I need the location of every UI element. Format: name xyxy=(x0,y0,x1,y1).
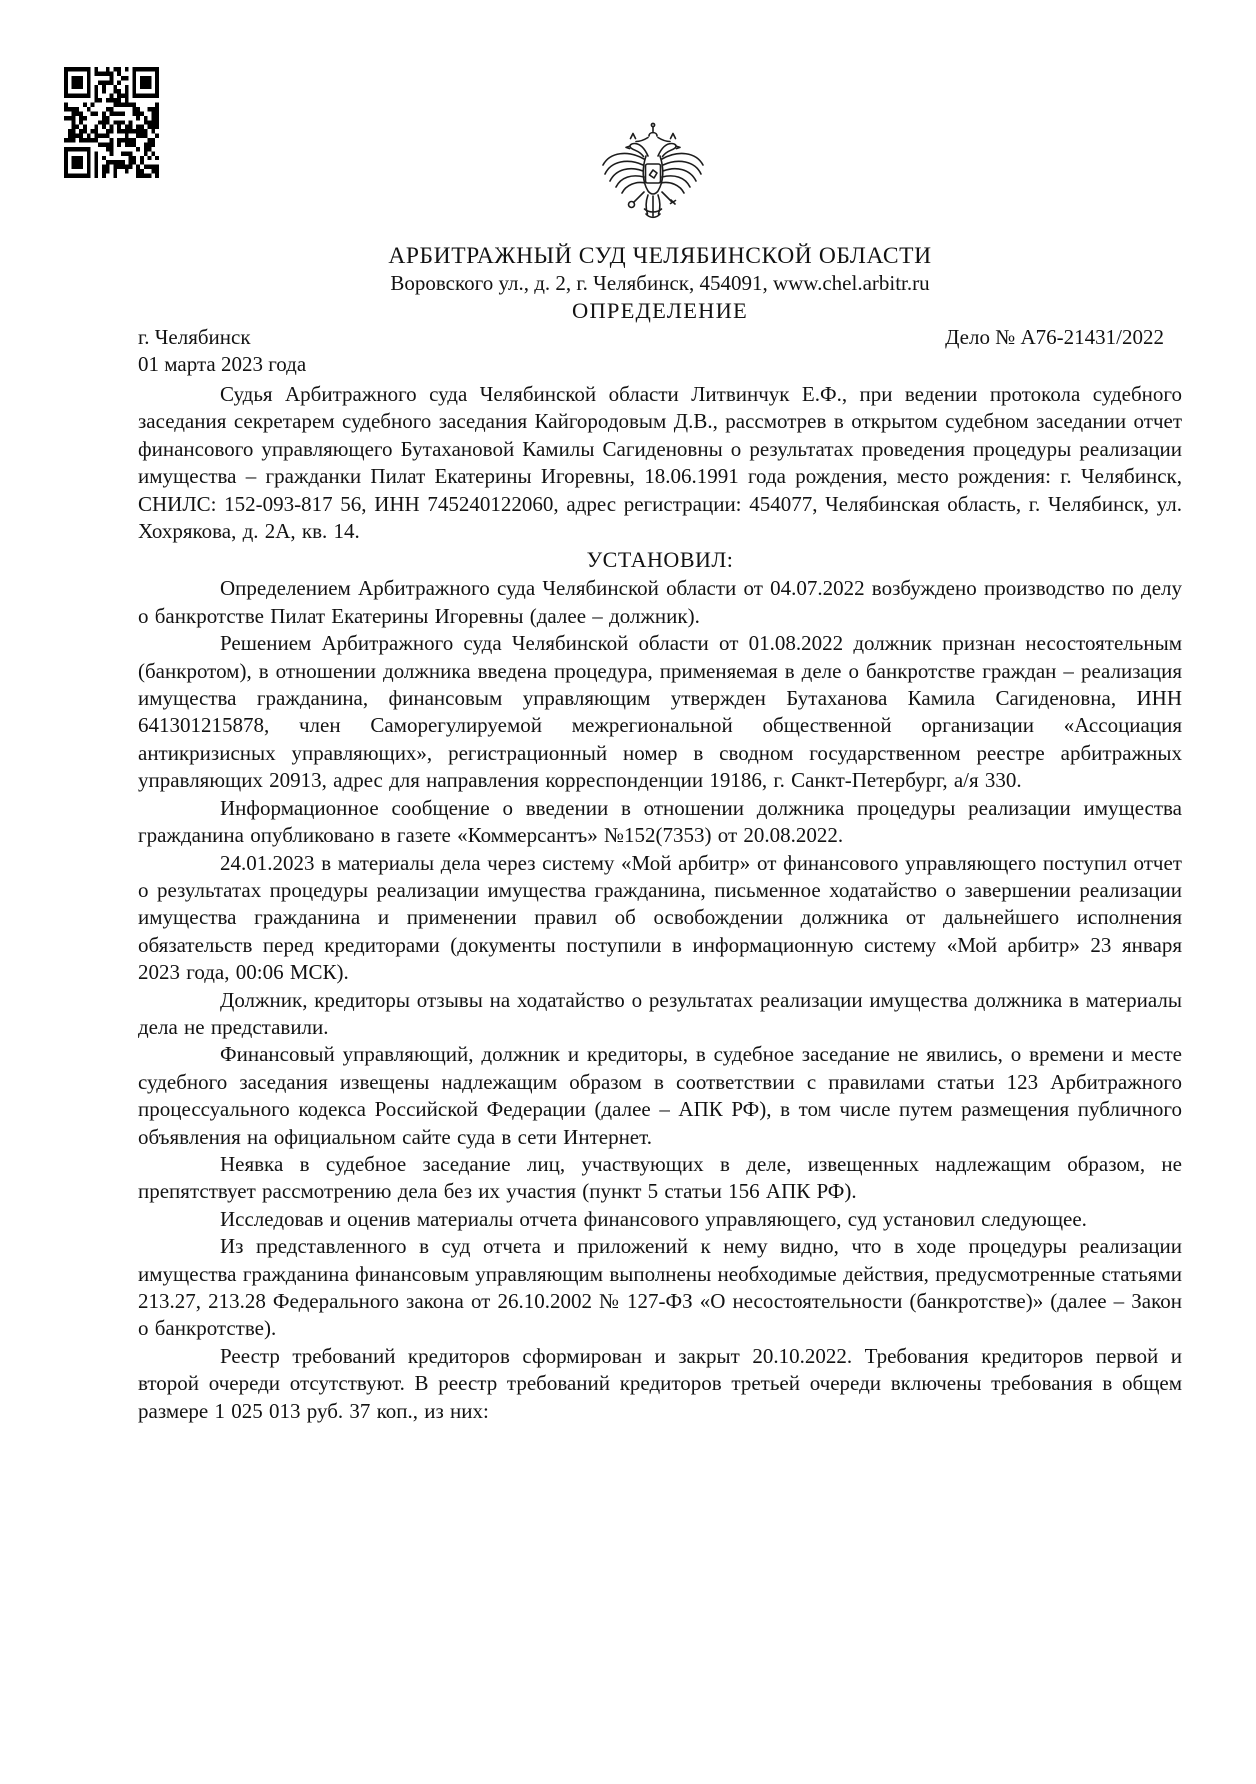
court-city: г. Челябинск xyxy=(138,325,251,349)
body-paragraph: Определением Арбитражного суда Челябинской области от 04.07.2022 возбуждено производство по делу о банкротстве Пилат Екатерины Игоревны (далее – должник). xyxy=(138,576,1182,628)
case-meta-row xyxy=(138,324,1182,351)
document-date: 01 марта 2023 года xyxy=(138,352,307,376)
body-paragraph: Должник, кредиторы отзывы на ходатайство о результатах реализации имущества должника в материалы дела не представили. xyxy=(138,987,1182,1039)
body-paragraph: Реестр требований кредиторов сформирован и закрыт 20.10.2022. Требования кредиторов первой и второй очереди отсутствуют. В реестр требований кредиторов третьей очереди включены требования в общем размере 1 025 013 руб. 37 коп., из них: xyxy=(138,1343,1182,1423)
court-address: Воровского ул., д. 2, г. Челябинск, 454091, www.chel.arbitr.ru xyxy=(390,271,930,295)
body-paragraph: Неявка в судебное заседание лиц, участвующих в деле, извещенных надлежащим образом, не препятствует рассмотрению дела без их участия (пункт 5 статьи 156 АПК РФ). xyxy=(138,1151,1182,1204)
court-name: АРБИТРАЖНЫЙ СУД ЧЕЛЯБИНСКОЙ ОБЛАСТИ xyxy=(388,243,932,269)
body-paragraph: Исследовав и оценив материалы отчета финансового управляющего, суд установил следующее. xyxy=(220,1206,1087,1231)
preamble-paragraph: Судья Арбитражного суда Челябинской области Литвинчук Е.Ф., при ведении протокола судебного заседания секретарем судебного заседания Кайгородовым Д.В., рассмотрев в открытом судебном заседании отчет финансового управляющего Бутахановой Камилы Сагиденовны о результатах проведения процедуры реализации имущества – гражданки Пилат Екатерины Игоревны, 18.06.1991 года рождения, место рождения: г. Челябинск, СНИЛС: 152-093-817 56, ИНН 745240122060, адрес регистрации: 454077, Челябинская область, г. Челябинск, ул. Хохрякова, д. 2А, кв. 14. xyxy=(138,382,1182,544)
body-paragraph: Решением Арбитражного суда Челябинской области от 01.08.2022 должник признан несостоятельным (банкротом), в отношении должника введена процедура, применяемая в деле о банкротстве граждан – реализация имущества гражданина, финансовым управляющим утвержден Бутаханова Камила Сагиденовна, ИНН 641301215878, член Саморегулируемой межрегиональной общественной организации «Ассоциация антикризисных управляющих», регистрационный номер в сводном государственном реестре арбитражных управляющих 20913, адрес для направления корреспонденции 19186, г. Санкт-Петербург, а/я 330. xyxy=(138,631,1182,793)
body-paragraph: 24.01.2023 в материалы дела через систему «Мой арбитр» от финансового управляющего поступил отчет о результатах процедуры реализации имущества гражданина, письменное ходатайство о завершении реализации имущества гражданина и применении правил об освобождении должника от дальнейшего исполнения обязательств перед кредиторами (документы поступили в информационную систему «Мой арбитр» 23 января 2023 года, 00:06 МСК). xyxy=(138,850,1182,985)
body-paragraph: Финансовый управляющий, должник и кредиторы, в судебное заседание не явились, о времени и месте судебного заседания извещены надлежащим образом в соответствии с правилами статьи 123 Арбитражного процессуального кодекса Российской Федерации (далее – АПК РФ), в том числе путем размещения публичного объявления на официальном сайте суда в сети Интернет. xyxy=(138,1042,1182,1149)
document-body xyxy=(138,0,1182,1425)
case-number: Дело № А76-21431/2022 xyxy=(945,325,1164,349)
body-paragraph: Информационное сообщение о введении в отношении должника процедуры реализации имущества гражданина опубликовано в газете «Коммерсантъ» №152(7353) от 20.08.2022. xyxy=(138,795,1182,848)
section-heading-ustanovil: УСТАНОВИЛ: xyxy=(586,547,734,573)
document-title: ОПРЕДЕЛЕНИЕ xyxy=(572,298,748,323)
body-paragraph: Из представленного в суд отчета и приложений к нему видно, что в ходе процедуры реализации имущества гражданина финансовым управляющим выполнены необходимые действия, предусмотренные статьями 213.27, 213.28 Федерального закона от 26.10.2002 № 127-ФЗ «О несостоятельности (банкротстве)» (далее – Закон о банкротстве). xyxy=(138,1234,1182,1341)
